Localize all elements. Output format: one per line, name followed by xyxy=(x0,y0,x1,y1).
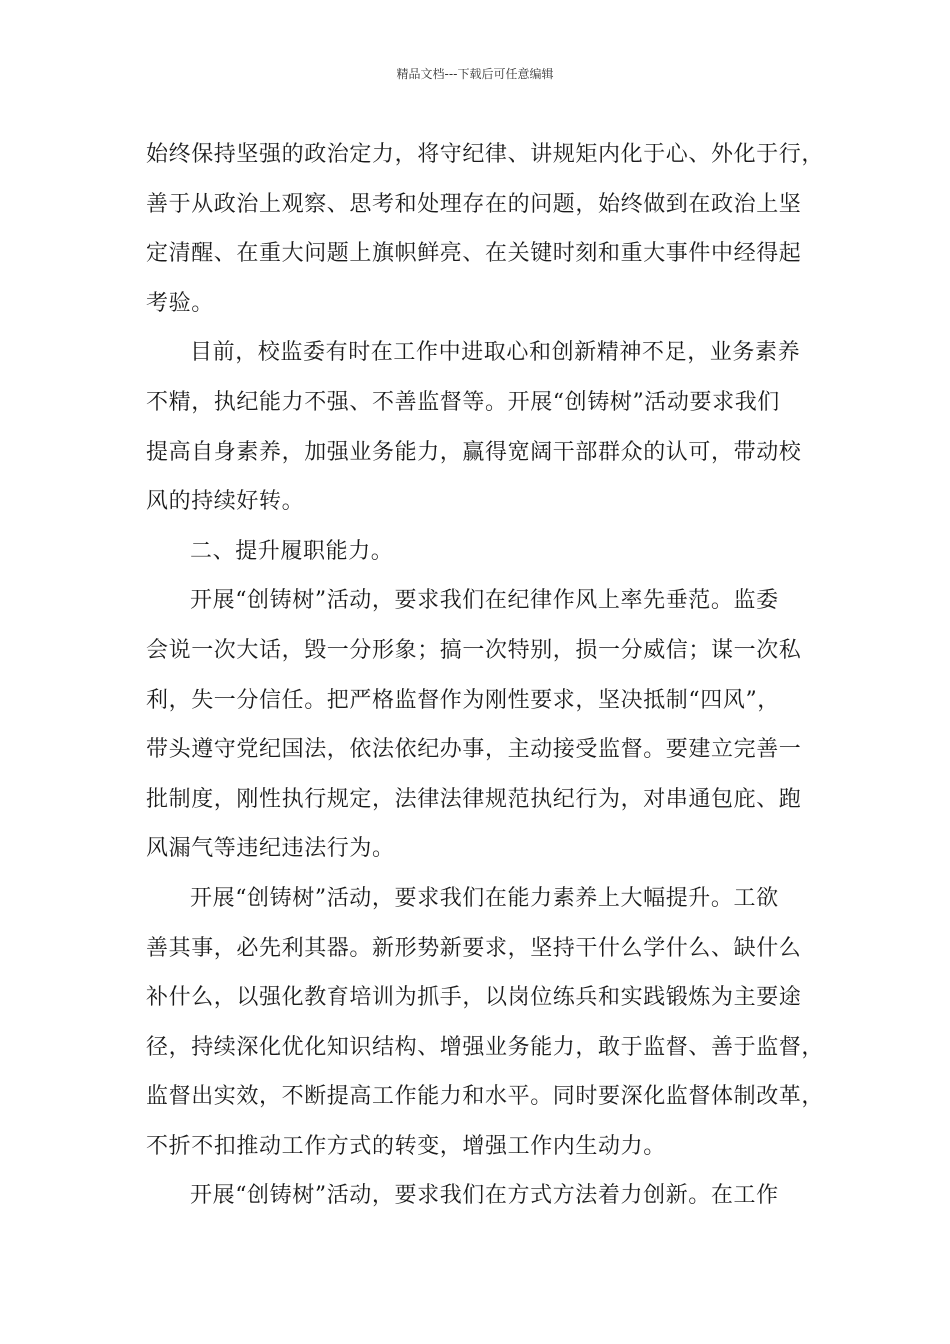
text-line: 善于从政治上观察、思考和处理存在的问题，始终做到在政治上坚 xyxy=(146,191,802,217)
text-line: 不精，执纪能力不强、不善监督等。开展“创铸树”活动要求我们 xyxy=(146,389,780,415)
text-line: 监督出实效，不断提高工作能力和水平。同时要深化监督体制改革， xyxy=(146,1084,825,1110)
text-line: 考验。 xyxy=(146,290,214,316)
paragraph-start-line: 开展“创铸树”活动，要求我们在方式方法着力创新。在工作 xyxy=(190,1183,779,1209)
text-line: 提高自身素养，加强业务能力，赢得宽阔干部群众的认可，带动校 xyxy=(146,439,802,465)
paragraph-start-line: 开展“创铸树”活动，要求我们在纪律作风上率先垂范。监委 xyxy=(190,588,779,614)
text-line: 带头遵守党纪国法，依法依纪办事，主动接受监督。要建立完善一 xyxy=(146,737,802,763)
document-body xyxy=(146,130,825,1221)
page-header: 精品文档---下载后可任意编辑 xyxy=(396,67,554,81)
text-line: 始终保持坚强的政治定力，将守纪律、讲规矩内化于心、外化于行， xyxy=(146,142,825,167)
section-heading: 二、提升履职能力。 xyxy=(190,538,394,564)
text-line: 批制度，刚性执行规定，法律法律规范执纪行为，对串通包庇、跑 xyxy=(146,786,802,812)
text-line: 风漏气等违纪违法行为。 xyxy=(146,836,395,862)
text-line: 善其事，必先利其器。新形势新要求，坚持干什么学什么、缺什么 xyxy=(146,935,802,961)
paragraph-start-line: 目前，校监委有时在工作中进取心和创新精神不足，业务素养 xyxy=(190,340,801,366)
text-line: 利，失一分信任。把严格监督作为刚性要求，坚决抵制“四风”， xyxy=(146,687,780,713)
text-line: 定清醒、在重大问题上旗帜鲜亮、在关键时刻和重大事件中经得起 xyxy=(146,241,802,267)
text-line: 风的持续好转。 xyxy=(146,489,305,515)
text-line: 径，持续深化优化知识结构、增强业务能力，敢于监督、善于监督， xyxy=(146,1034,825,1060)
paragraph-start-line: 开展“创铸树”活动，要求我们在能力素养上大幅提升。工欲 xyxy=(190,885,779,911)
text-line: 会说一次大话，毁一分形象；搞一次特别，损一分威信；谋一次私 xyxy=(146,637,802,663)
text-line: 不折不扣推动工作方式的转变，增强工作内生动力。 xyxy=(146,1133,666,1159)
text-line: 补什么，以强化教育培训为抓手，以岗位练兵和实践锻炼为主要途 xyxy=(146,985,802,1011)
